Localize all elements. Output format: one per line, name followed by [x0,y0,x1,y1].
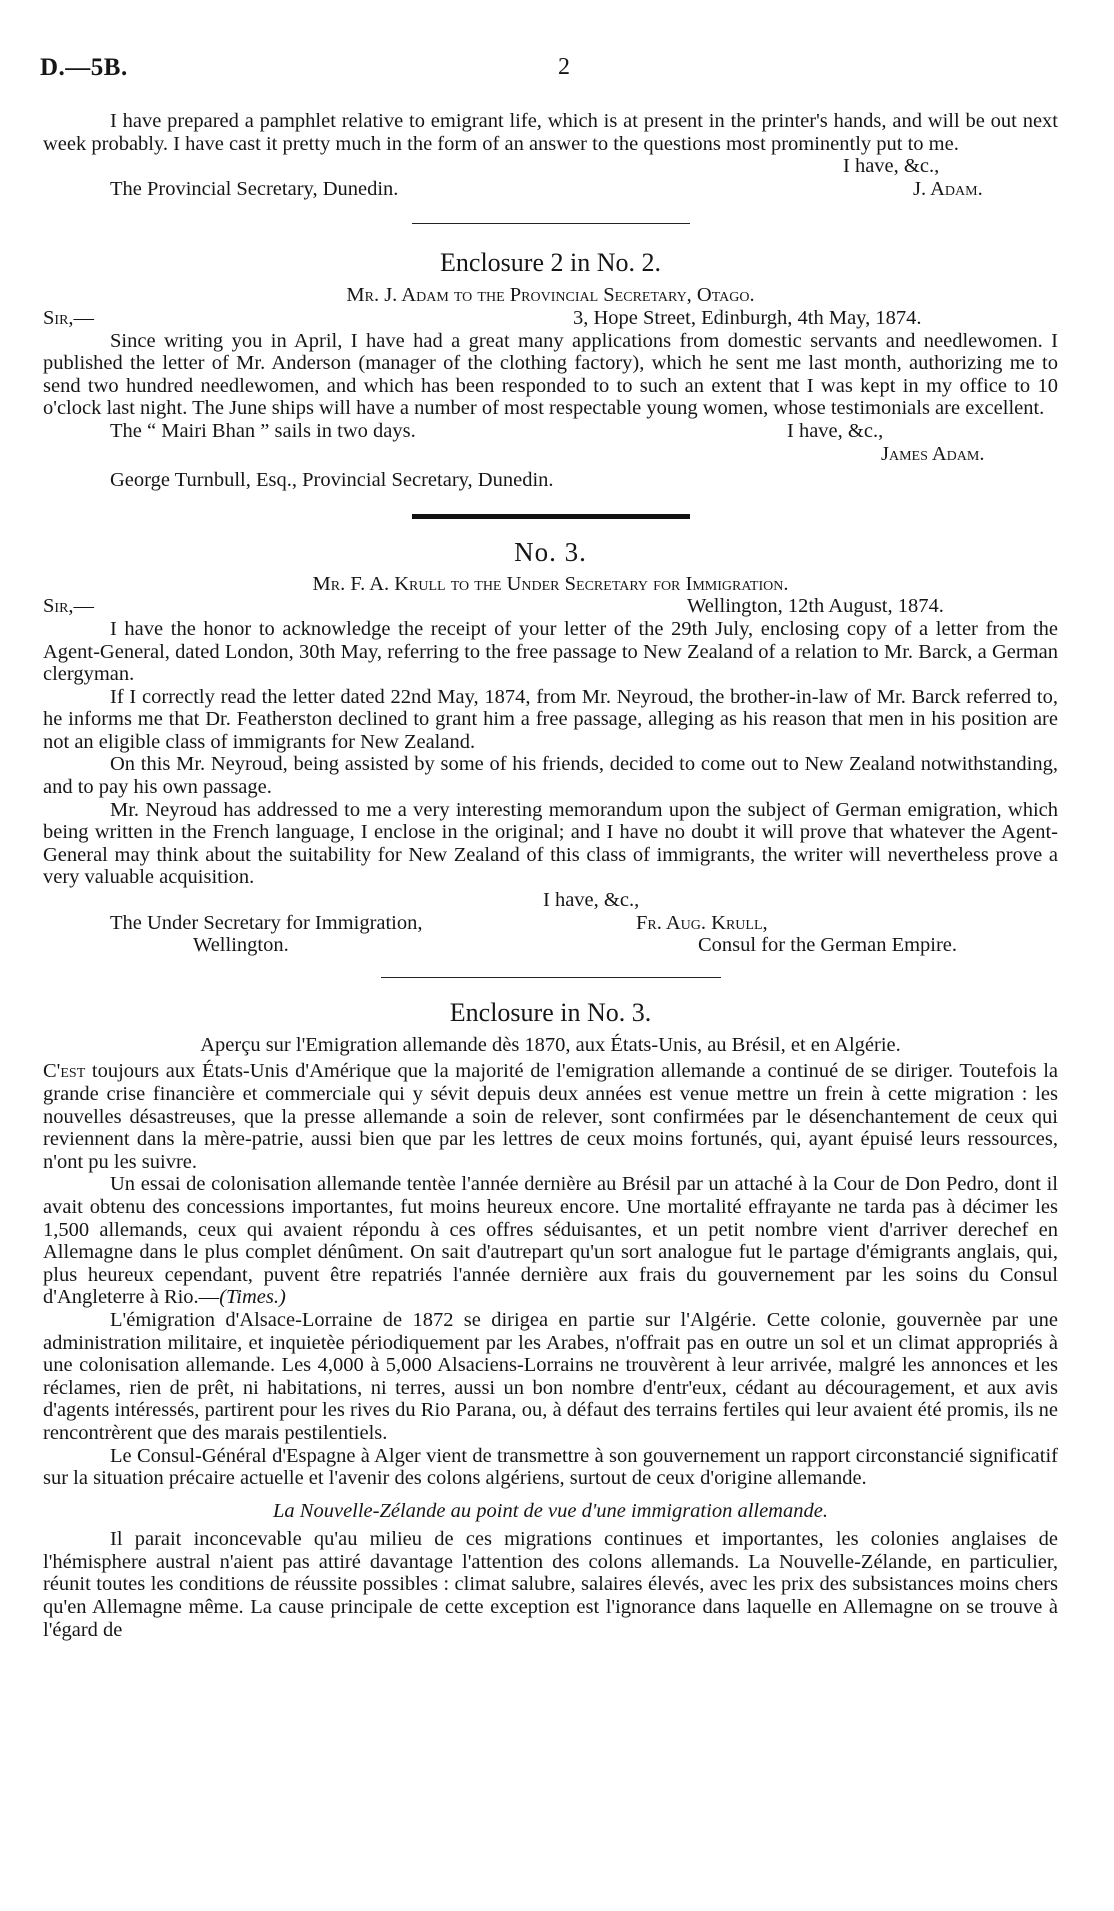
no3-title: No. 3. [514,536,587,567]
enclosure3-paragraph-3: L'émigration d'Alsace-Lorraine de 1872 se dirigea en partie sur l'Algérie. Cette colonie, gouvernèe par une administration militaire, et inquietèe périodiquement par les Arabes, n'offrait pas en outre un sol et un climat appropriés à une colonisation allemande. Les 4,000 à 5,000 Alsaciens-Lorrains ne trouvèrent à leur arrivée, malgré les annonces et les réclames, rien de prêt, ni habitations, ni terres, aussi un bon nombre d'entr'eux, cédant au découragement, et aux avis d'agents intéressés, partirent pour les rives du Rio Parana, ou, à défaut des terrains fertiles qui leur avaient été promis, ils ne rencontrèrent que des marais pestilentiels. [43,1308,1058,1444]
letter1-closing-row [43,155,1058,178]
no3-addressee-line1: The Under Secretary for Immigration, [110,911,423,934]
enclosure2-title: Enclosure 2 in No. 2. [440,248,661,278]
letter1-addressee: The Provincial Secretary, Dunedin. [110,177,399,200]
no3-closing: I have, &c., [543,889,640,912]
no3-paragraph-1: I have the honor to acknowledge the receipt of your letter of the 29th July, enclosing copy of a letter from the Agent-General, dated London, 30th May, referring to the free passage to New Zealand of a relation to Mr. Barck, a German clergyman. [43,617,1058,686]
enclosure3-section-title: La Nouvelle-Zélande au point de vue d'une immigration allemande. [273,1499,828,1522]
no3-addressee-line2: Wellington. [193,934,289,957]
section-divider [412,223,690,224]
no3-closing-row [43,889,1058,912]
letter1-signature-row [43,178,1058,201]
enclosure2-signature-row [43,443,1058,466]
enclosure3-source: (Times.) [219,1286,286,1309]
no3-paragraph-4: Mr. Neyroud has addressed to me a very interesting memorandum upon the subject of German emigration, which being written in the French language, I enclose in the original; and I have no doubt it will prove that whatever the Agent-General may think about the suitability for New Zealand of this class of immigrants, the writer will nevertheless prove a very valuable acquisition. [43,798,1058,889]
no3-paragraph-3: On this Mr. Neyroud, being assisted by some of his friends, decided to come out to New Zealand notwithstanding, and to pay his own passage. [43,753,1058,799]
section-divider [381,977,721,978]
no3-signature-line1: Fr. Aug. Krull, [636,911,768,934]
enclosure3-paragraph-1-text: toujours aux États-Unis d'Amérique que la majorité de l'emigration allemande a continué de se diriger. Toutefois la grande crise financière et commerciale qui y sévit depuis deux années est venue mettre un frein à cette migration : les nouvelles désastreuses, que la presse allemande a soin de relever, sont confirmées par le désenchantement de ceux qui reviennent dans la mère-patrie, aussi bien que par les lettres de ceux moins fortunés, qui, ayant épuisé leurs ressources, n'ont pu les suivre. [43,1060,1058,1173]
enclosure2-salutation-row [43,307,1058,330]
enclosure3-subtitle: Aperçu sur l'Emigration allemande dès 1870, aux États-Unis, au Brésil, et en Algérie. [200,1033,901,1056]
enclosure2-closing: I have, &c., [787,419,884,442]
enclosure3-paragraph-5: Il parait inconcevable qu'au milieu de ces migrations continues et importantes, les colonies anglaises de l'hémisphere austral n'aient pas attiré davantage l'attention des colons allemands. La Nouvelle-Zélande, en particulier, réunit toutes les conditions de réussite possibles : climat salubre, salaires élevés, avec les prix des subsistances moins chers qu'en Allemagne même. La cause principale de cette exception est l'ignorance dans laquelle en Allemagne on se trouve à l'égard de [43,1528,1058,1641]
no3-place-date: Wellington, 12th August, 1874. [687,595,944,618]
enclosure2-from-to: Mr. J. Adam to the Provincial Secretary, Otago. [346,284,755,307]
enclosure2-salutation: Sir,— [43,306,95,329]
enclosure3-paragraph-2 [43,1173,1058,1309]
enclosure2-addressee-row [43,469,1058,492]
enclosure3-title: Enclosure in No. 3. [449,997,652,1027]
letter1-signature: J. Adam. [913,177,983,200]
enclosure3-paragraph-1 [43,1060,1058,1173]
enclosure3-paragraph-4: Le Consul-Général d'Espagne à Alger vient de transmettre à son gouvernement un rapport circonstancié significatif sur la situation précaire actuelle et l'avenir des colons algériens, surtout de ceux d'origine allemande. [43,1444,1058,1490]
enclosure2-addressee: George Turnbull, Esq., Provincial Secretary, Dunedin. [110,469,554,492]
document-code: D.—5B. [40,54,128,81]
no3-salutation: Sir,— [43,595,95,618]
enclosure2-place-date: 3, Hope Street, Edinburgh, 4th May, 1874. [573,306,922,329]
page-content [43,110,1058,1641]
letter1-paragraph: I have prepared a pamphlet relative to emigrant life, which is at present in the printer's hands, and will be out next week probably. I have cast it pretty much in the form of an answer to the questions most prominently put to me. [43,110,1058,155]
page-header [40,54,1074,90]
enclosure2-paragraph: Since writing you in April, I have had a great many applications from domestic servants and needlewomen. I published the letter of Mr. Anderson (manager of the clothing factory), which he sent me last month, authorizing me to send two hundred needlewomen, and which has been responded to to such an extent that I was kept in my office to 10 o'clock last night. The June ships will have a number of most respectable young women, whose testimonials are excellent. [43,329,1058,420]
no3-from-to: Mr. F. A. Krull to the Under Secretary for Immigration. [312,572,789,595]
major-divider [412,514,690,519]
enclosure3-lead-word: C'est [43,1060,86,1083]
enclosure2-ship-note: The “ Mairi Bhan ” sails in two days. [110,419,416,442]
no3-salutation-row [43,595,1058,618]
no3-signature-row-1 [43,912,1058,935]
enclosure2-signature: James Adam. [881,442,985,465]
page-number: 2 [558,54,570,80]
no3-signature-line2: Consul for the German Empire. [698,934,958,957]
no3-signature-row-2 [43,934,1058,957]
enclosure2-closing-row [43,420,1058,443]
no3-paragraph-2: If I correctly read the letter dated 22nd May, 1874, from Mr. Neyroud, the brother-in-law of Mr. Barck referred to, he informs me that Dr. Featherston declined to grant him a free passage, alleging as his reason that men in his position are not an eligible class of immigrants for New Zealand. [43,685,1058,753]
letter1-closing: I have, &c., [843,155,940,178]
enclosure3-paragraph-2-text: Un essai de colonisation allemande tentèe l'année dernière au Brésil par un attaché à la Cour de Don Pedro, dont il avait obtenu des concessions importantes, fut moins heureux encore. Une mortalité effrayante ne tarda pas à décimer les 1,500 allemands, ceux qui avaient répondu à ces offres séduisantes, et un petit nombre vient d'arriver derechef en Allemagne dans le plus complet dénûment. On sait d'autrepart qu'un sort analogue fut le partage d'émigrants anglais, qui, plus heureux cependant, puvent être repatriés l'année dernière aux frais du gouvernement par les soins du Consul d'Angleterre à Rio.— [43,1173,1058,1309]
